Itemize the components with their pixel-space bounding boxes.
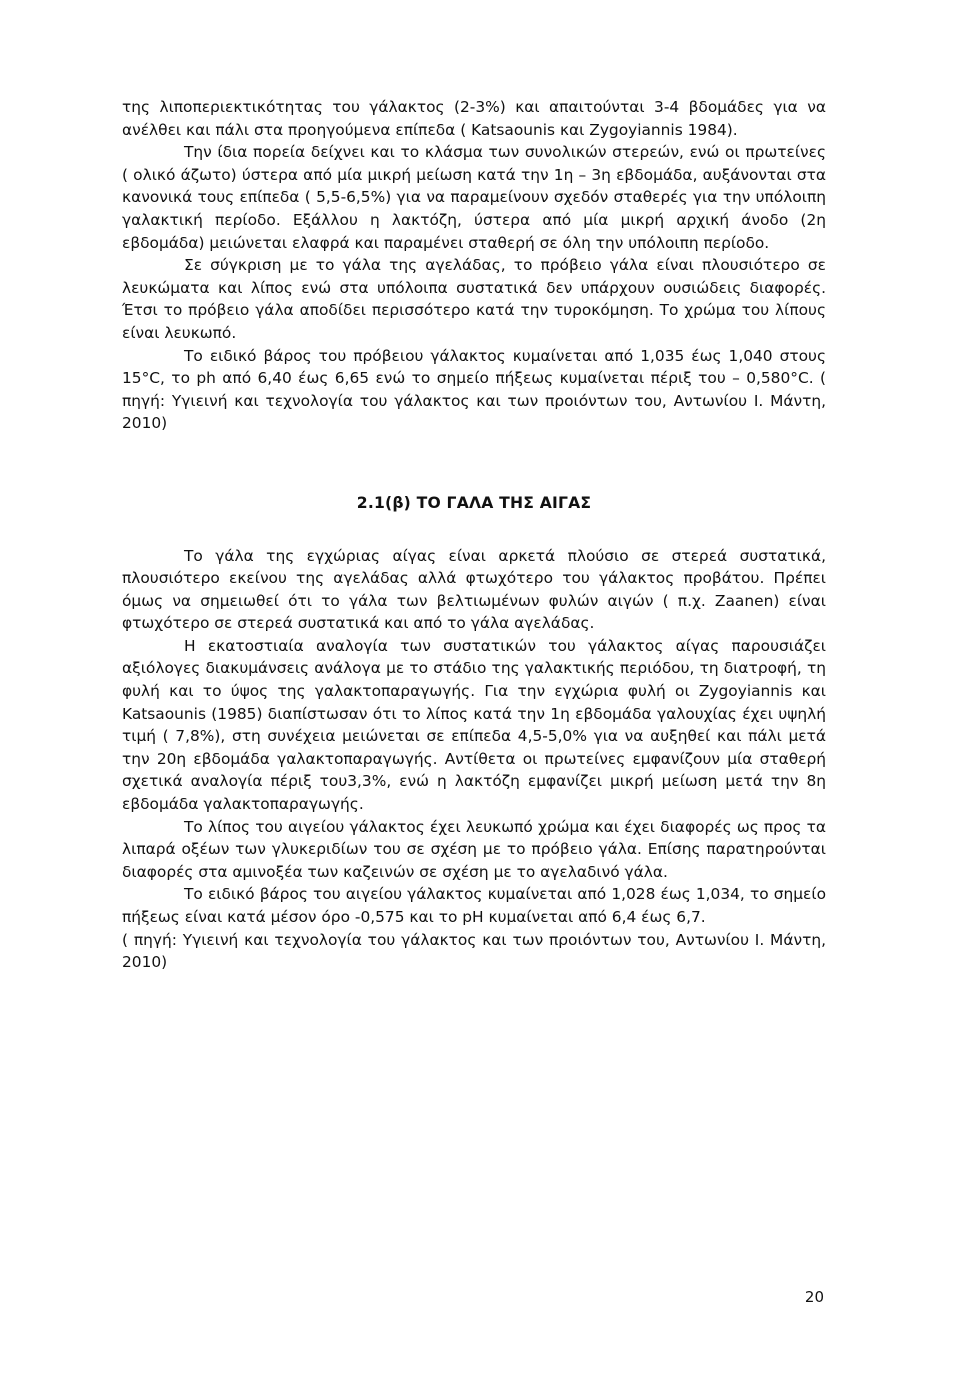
paragraph: της λιποπεριεκτικότητας του γάλακτος (2-3%) και απαιτούνται 3-4 βδομάδες για να ανέλθει και πάλι στα προηγούμενα επίπεδα ( Katsaounis και Zygoyiannis 1984). (122, 98, 826, 139)
page-number: 20 (804, 1288, 824, 1306)
paragraph: Το ειδικό βάρος του αιγείου γάλακτος κυμαίνεται από 1,028 έως 1,034, το σημείο πήξεως είναι κατά μέσον όρο -0,575 και το pH κυμαίνεται από 6,4 έως 6,7. (122, 885, 826, 926)
document-page (122, 96, 826, 974)
paragraph: Την ίδια πορεία δείχνει και το κλάσμα των συνολικών στερεών, ενώ οι πρωτείνες ( ολικό άζωτο) ύστερα από μία μικρή μείωση κατά την 1η – 3η εβδομάδα, αυξάνονται στα κανονικά τους επίπεδα ( 5,5-6,5%) για να παραμείνουν σχεδόν σταθερές για την υπόλοιπη γαλακτική περίοδο. Εξάλλου η λακτόζη, ύστερα από μία μικρή αρχική άνοδο (2η εβδομάδα) μειώνεται ελαφρά και παραμένει σταθερή σε όλη την υπόλοιπη περίοδο. (122, 143, 826, 252)
paragraph: Το γάλα της εγχώριας αίγας είναι αρκετά πλούσιο σε στερεά συστατικά, πλουσιότερο εκείνου της αγελάδας αλλά φτωχότερο του γάλακτος προβάτου. Πρέπει όμως να σημειωθεί ότι το γάλα των βελτιωμένων φυλών αιγών ( π.χ. Zaanen) είναι φτωχότερο σε στερεά συστατικά και από το γάλα αγελάδας. (122, 546, 826, 633)
paragraph: Το ειδικό βάρος του πρόβειου γάλακτος κυμαίνεται από 1,035 έως 1,040 στους 15°C, το ph από 6,40 έως 6,65 ενώ το σημείο πήξεως κυμαίνεται πέριξ του – 0,580°C. ( πηγή: Υγιεινή και τεχνολογία του γάλακτος και των προιόντων του, Αντωνίου Ι. Μάντη, 2010) (122, 346, 826, 433)
paragraph: Η εκατοστιαία αναλογία των συστατικών του γάλακτος αίγας παρουσιάζει αξιόλογες διακυμάνσεις ανάλογα με το στάδιο της γαλακτικής περιόδου, τη διατροφή, τη φυλή και το ύψος της γαλακτοπαραγωγής. Για την εγχώρια φυλή οι Zygoyiannis και Katsaounis (1985) διαπίστωσαν ότι το λίπος κατά την 1η εβδομάδα γαλουχίας έχει υψηλή τιμή ( 7,8%), στη συνέχεια μειώνεται σε επίπεδα 4,5-5,0% για να αυξηθεί και πάλι μετά την 20η εβδομάδα γαλακτοπαραγωγής. Αντίθετα οι πρωτείνες εμφανίζουν μία σταθερή σχετικά αναλογία πέριξ του3,3%, ενώ η λακτόζη εμφανίζει μικρή μείωση μετά την 8η εβδομάδα γαλακτοπαραγωγής. (122, 636, 826, 814)
paragraph: Το λίπος του αιγείου γάλακτος έχει λευκωπό χρώμα και έχει διαφορές ως προς τα λιπαρά οξέων των γλυκεριδίων του σε σχέση με το πρόβειο γάλα. Επίσης παρατηρούνται διαφορές στα αμινοξέα των καζεινών σε σχέση με το αγελαδινό γάλα. (122, 817, 826, 881)
section-title: 2.1(β) ΤΟ ΓΑΛΑ ΤΗΣ ΑΙΓΑΣ (356, 493, 592, 512)
source-citation: ( πηγή: Υγιεινή και τεχνολογία του γάλακτος και των προιόντων του, Αντωνίου Ι. Μάντη, 2010) (122, 930, 826, 972)
paragraph: Σε σύγκριση με το γάλα της αγελάδας, το πρόβειο γάλα είναι πλουσιότερο σε λευκώματα και λίπος ενώ στα υπόλοιπα συστατικά δεν υπάρχουν ουσιώδεις διαφορές. Έτσι το πρόβειο γάλα αποδίδει περισσότερο κατά την τυροκόμηση. Το χρώμα του λίπους είναι λευκωπό. (122, 256, 826, 342)
